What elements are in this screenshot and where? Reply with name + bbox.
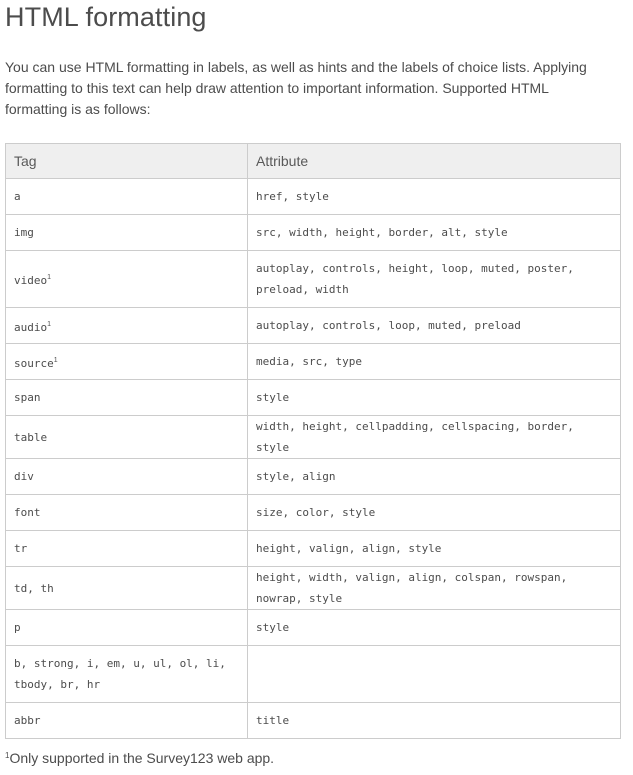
- table-row: [6, 251, 621, 308]
- table-row: [6, 646, 621, 703]
- tag-name: video: [14, 274, 48, 287]
- table-row: [6, 179, 621, 215]
- tag-cell: [6, 380, 248, 416]
- tag-name: div: [14, 470, 34, 483]
- table-row: [6, 344, 621, 380]
- tag-cell: [6, 344, 248, 380]
- tag-cell: [6, 308, 248, 344]
- tag-cell: [6, 567, 248, 610]
- table-row: [6, 703, 621, 739]
- attribute-cell: src, width, height, border, alt, style: [248, 215, 621, 251]
- attribute-cell: style: [248, 380, 621, 416]
- attribute-cell: size, color, style: [248, 495, 621, 531]
- tag-name: font: [14, 506, 41, 519]
- html-formatting-table: [5, 143, 621, 739]
- tag-name: span: [14, 391, 41, 404]
- attribute-cell: autoplay, controls, loop, muted, preload: [248, 308, 621, 344]
- table-row: [6, 495, 621, 531]
- table-header-row: [6, 144, 621, 179]
- attribute-cell: autoplay, controls, height, loop, muted, poster, preload, width: [248, 251, 621, 308]
- tag-cell: [6, 179, 248, 215]
- footnote-marker: 1: [53, 356, 58, 364]
- tag-cell: [6, 703, 248, 739]
- attribute-cell: style, align: [248, 459, 621, 495]
- tag-cell: [6, 495, 248, 531]
- tag-name: p: [14, 621, 21, 634]
- footnote: [5, 750, 274, 766]
- table-row: [6, 215, 621, 251]
- table-row: [6, 610, 621, 646]
- tag-name: a: [14, 190, 21, 203]
- attribute-cell: height, width, valign, align, colspan, rowspan, nowrap, style: [248, 567, 621, 610]
- footnote-marker: 1: [47, 320, 52, 328]
- intro-paragraph: You can use HTML formatting in labels, as well as hints and the labels of choice lists. Applying formatting to this text can help draw attention to important information. Supported HTML formatting is as follows:: [5, 59, 587, 117]
- tag-name: abbr: [14, 714, 41, 727]
- attribute-cell: style: [248, 610, 621, 646]
- tag-name: b, strong, i, em, u, ul, ol, li, tbody, br, hr: [14, 657, 226, 691]
- tag-cell: [6, 215, 248, 251]
- column-header-attribute: Attribute: [248, 144, 621, 179]
- footnote-text: Only supported in the Survey123 web app.: [9, 750, 275, 766]
- attribute-cell: href, style: [248, 179, 621, 215]
- tag-name: td, th: [14, 581, 54, 595]
- attribute-cell: height, valign, align, style: [248, 531, 621, 567]
- tag-cell: [6, 251, 248, 308]
- tag-name: img: [14, 226, 34, 239]
- tag-name: table: [14, 430, 48, 444]
- table-row: [6, 531, 621, 567]
- table-row: [6, 567, 621, 610]
- tag-cell: [6, 531, 248, 567]
- tag-name: source: [14, 356, 54, 370]
- tag-name: tr: [14, 542, 28, 555]
- attribute-cell: media, src, type: [248, 344, 621, 380]
- tag-cell: [6, 610, 248, 646]
- table-row: [6, 308, 621, 344]
- tag-name: audio: [14, 320, 48, 334]
- footnote-marker: 1: [47, 274, 52, 281]
- table-row: [6, 416, 621, 459]
- tag-cell: [6, 646, 248, 703]
- footnote-marker: 1: [5, 751, 10, 760]
- page-title: HTML formatting: [5, 2, 207, 32]
- table-row: [6, 380, 621, 416]
- attribute-cell: width, height, cellpadding, cellspacing, border, style: [248, 416, 621, 459]
- attribute-cell: title: [248, 703, 621, 739]
- attribute-cell: [248, 646, 621, 703]
- tag-cell: [6, 416, 248, 459]
- tag-cell: [6, 459, 248, 495]
- column-header-tag: Tag: [6, 144, 248, 179]
- table-row: [6, 459, 621, 495]
